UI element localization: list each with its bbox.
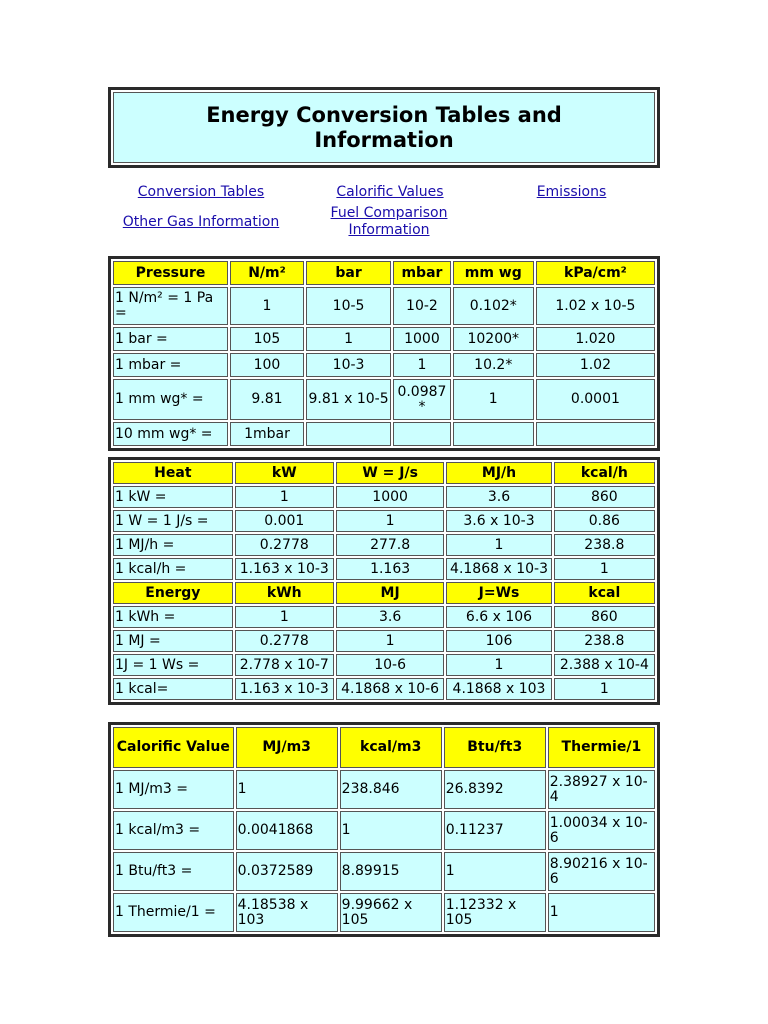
row-label-cell: 1 mbar = (113, 353, 228, 377)
row-label-cell: 1 bar = (113, 327, 228, 351)
table-cell: 8.89915 (340, 852, 442, 891)
page-title: Energy Conversion Tables and Information (206, 102, 562, 152)
table-cell: 10-6 (336, 654, 444, 676)
row-label-cell: 1 kcal/h = (113, 558, 233, 580)
table-cell: 1.020 (536, 327, 655, 351)
table-cell: 10-5 (306, 287, 391, 325)
table-cell: 1 (336, 630, 444, 652)
row-label-cell: 1 W = 1 J/s = (113, 510, 233, 532)
table-cell: 238.8 (554, 630, 655, 652)
table-cell (306, 422, 391, 446)
table-cell: 1 (230, 287, 304, 325)
table-cell: 1 (446, 654, 551, 676)
table-row (113, 654, 655, 676)
row-label-cell: 1 MJ = (113, 630, 233, 652)
row-label-cell: 1 kcal/m3 = (113, 811, 234, 850)
table-cell: 0.0372589 (236, 852, 338, 891)
link-other-gas-information[interactable]: Other Gas Information (122, 214, 280, 230)
heat-energy-conversion-table (108, 457, 660, 705)
table-cell: 0.0001 (536, 379, 655, 420)
table-cell: 1 (548, 893, 655, 932)
table-cell (453, 422, 534, 446)
column-header: MJ/m3 (236, 727, 338, 768)
table-cell: 6.6 x 106 (446, 606, 551, 628)
table-cell: 860 (554, 486, 655, 508)
table-row (113, 353, 655, 377)
table-row (113, 422, 655, 446)
row-label-cell: 1 kcal= (113, 678, 233, 700)
table-header-row (113, 462, 655, 484)
table-cell: 1 (336, 510, 444, 532)
column-header: Energy (113, 582, 233, 604)
column-header: W = J/s (336, 462, 444, 484)
table-cell: 9.99662 x 105 (340, 893, 442, 932)
table-cell: 4.1868 x 10-3 (446, 558, 551, 580)
column-header: mm wg (453, 261, 534, 285)
table-cell: 1000 (336, 486, 444, 508)
column-header: mbar (393, 261, 451, 285)
table-cell: 0.001 (235, 510, 334, 532)
row-label-cell: 1 Thermie/1 = (113, 893, 234, 932)
table-cell: 1 (393, 353, 451, 377)
table-cell: 2.778 x 10-7 (235, 654, 334, 676)
table-cell (393, 422, 451, 446)
table-row (113, 852, 655, 891)
table-cell: 9.81 (230, 379, 304, 420)
table-cell: 1 (554, 678, 655, 700)
table-cell: 0.11237 (444, 811, 546, 850)
column-header: kcal/h (554, 462, 655, 484)
table-cell: 4.18538 x 103 (236, 893, 338, 932)
table-cell: 1 (235, 606, 334, 628)
row-label-cell: 1J = 1 Ws = (113, 654, 233, 676)
table-cell: 238.846 (340, 770, 442, 809)
table-cell: 1 (453, 379, 534, 420)
table-cell: 1.163 (336, 558, 444, 580)
row-label-cell: 1 kWh = (113, 606, 233, 628)
table-cell: 3.6 x 10-3 (446, 510, 551, 532)
table-cell: 10200* (453, 327, 534, 351)
table-cell: 1 (236, 770, 338, 809)
table-cell: 2.388 x 10-4 (554, 654, 655, 676)
column-header: kcal/m3 (340, 727, 442, 768)
table-cell: 1 (306, 327, 391, 351)
link-fuel-comparison-information[interactable]: Fuel Comparison Information (330, 205, 448, 238)
table-cell: 0.0987 * (393, 379, 451, 420)
table-cell: 1.00034 x 10-6 (548, 811, 655, 850)
table-cell: 0.102* (453, 287, 534, 325)
column-header: N/m² (230, 261, 304, 285)
table-cell: 1.163 x 10-3 (235, 678, 334, 700)
table-cell: 0.2778 (235, 630, 334, 652)
calorific-value-table (108, 722, 660, 937)
column-header: Heat (113, 462, 233, 484)
table-row (113, 606, 655, 628)
table-row (113, 770, 655, 809)
title-banner (108, 87, 660, 168)
table-cell: 10.2* (453, 353, 534, 377)
table-cell: 10-3 (306, 353, 391, 377)
table-cell: 1000 (393, 327, 451, 351)
table-cell: 8.90216 x 10-6 (548, 852, 655, 891)
table-cell: 1 (446, 534, 551, 556)
column-header: bar (306, 261, 391, 285)
column-header: kcal (554, 582, 655, 604)
table-cell: 0.0041868 (236, 811, 338, 850)
table-row (113, 678, 655, 700)
row-label-cell: 10 mm wg* = (113, 422, 228, 446)
row-label-cell: 1 N/m² = 1 Pa = (113, 287, 228, 325)
table-cell: 1mbar (230, 422, 304, 446)
table-row (113, 811, 655, 850)
table-header-row (113, 582, 655, 604)
table-cell: 1 (554, 558, 655, 580)
table-row (113, 510, 655, 532)
column-header: kPa/cm² (536, 261, 655, 285)
column-header: J=Ws (446, 582, 551, 604)
column-header: MJ/h (446, 462, 551, 484)
table-cell: 100 (230, 353, 304, 377)
column-header: Calorific Value (113, 727, 234, 768)
column-header: Pressure (113, 261, 228, 285)
link-conversion-tables[interactable]: Conversion Tables (137, 184, 265, 200)
table-header-row (113, 727, 655, 768)
table-header-row (113, 261, 655, 285)
column-header: Thermie/1 (548, 727, 655, 768)
table-row (113, 287, 655, 325)
table-row (113, 558, 655, 580)
table-cell: 1 (444, 852, 546, 891)
table-row (113, 534, 655, 556)
table-cell: 1.12332 x 105 (444, 893, 546, 932)
column-header: Btu/ft3 (444, 727, 546, 768)
table-cell: 105 (230, 327, 304, 351)
table-cell: 238.8 (554, 534, 655, 556)
table-cell: 1.02 (536, 353, 655, 377)
table-row (113, 893, 655, 932)
row-label-cell: 1 mm wg* = (113, 379, 228, 420)
column-header: kW (235, 462, 334, 484)
table-cell: 2.38927 x 10-4 (548, 770, 655, 809)
table-cell: 1 (340, 811, 442, 850)
link-emissions[interactable]: Emissions (536, 184, 607, 200)
table-cell: 277.8 (336, 534, 444, 556)
table-cell: 1.02 x 10-5 (536, 287, 655, 325)
table-cell: 4.1868 x 10-6 (336, 678, 444, 700)
table-cell: 3.6 (446, 486, 551, 508)
table-cell: 106 (446, 630, 551, 652)
table-row (113, 630, 655, 652)
column-header: MJ (336, 582, 444, 604)
table-row (113, 379, 655, 420)
row-label-cell: 1 Btu/ft3 = (113, 852, 234, 891)
link-calorific-values[interactable]: Calorific Values (336, 184, 444, 200)
table-cell: 0.86 (554, 510, 655, 532)
table-cell: 10-2 (393, 287, 451, 325)
column-header: kWh (235, 582, 334, 604)
row-label-cell: 1 MJ/m3 = (113, 770, 234, 809)
table-cell: 860 (554, 606, 655, 628)
row-label-cell: 1 kW = (113, 486, 233, 508)
table-cell: 9.81 x 10-5 (306, 379, 391, 420)
table-cell: 3.6 (336, 606, 444, 628)
table-cell (536, 422, 655, 446)
table-cell: 1 (235, 486, 334, 508)
table-row (113, 486, 655, 508)
row-label-cell: 1 MJ/h = (113, 534, 233, 556)
table-row (113, 327, 655, 351)
table-cell: 4.1868 x 103 (446, 678, 551, 700)
pressure-conversion-table (108, 256, 660, 451)
title-inner (113, 92, 655, 163)
table-cell: 0.2778 (235, 534, 334, 556)
table-cell: 1.163 x 10-3 (235, 558, 334, 580)
table-cell: 26.8392 (444, 770, 546, 809)
